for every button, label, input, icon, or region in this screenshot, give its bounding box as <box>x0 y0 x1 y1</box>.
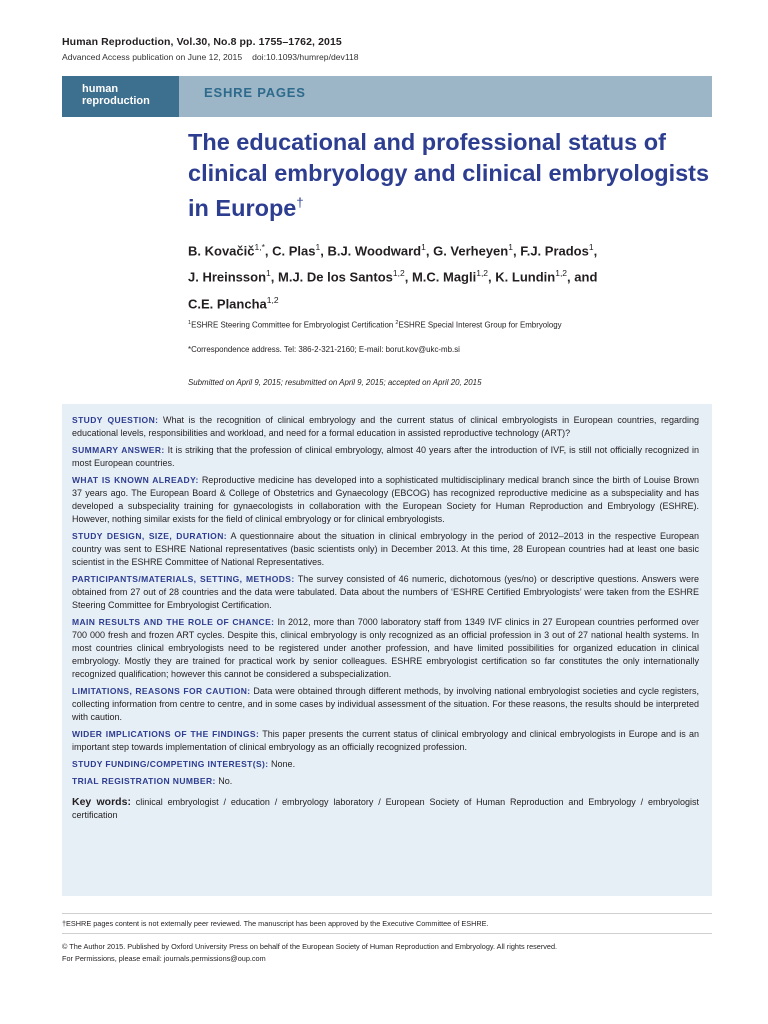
journal-citation: Human Reproduction, Vol.30, No.8 pp. 1755–1762, 2015 <box>62 36 342 48</box>
advance-access-date: Advanced Access publication on June 12, 2015 <box>62 52 243 62</box>
footnote-divider <box>62 913 712 914</box>
abstract-section <box>72 573 699 612</box>
author-affiliation-mark: 1,2 <box>476 268 489 279</box>
author-separator: , and <box>567 269 598 285</box>
abstract-heading: STUDY QUESTION: <box>72 415 159 425</box>
abstract-heading: WIDER IMPLICATIONS OF THE FINDINGS: <box>72 729 260 739</box>
author: B.J. Woodward <box>327 243 422 259</box>
abstract-heading: MAIN RESULTS AND THE ROLE OF CHANCE: <box>72 617 275 627</box>
abstract-text: Reproductive medicine has developed into a sophisticated multidisciplinary medical branch since the birth of Louise Brown 37 years ago. The European Board & College of Obstetrics and Gynaecology (EBCOG) has recognized reproductive medicine as a subspeciality and has developed a subspeciality training for gynaecologists in collaboration with the European Society for Human Reproduction and Embryology (ESHRE). However, nothing similar exists for the field of clinical embryology or for clinical embryologists. <box>72 475 699 524</box>
author-affiliation-mark: 1,* <box>254 242 265 252</box>
abstract-heading: SUMMARY ANSWER: <box>72 445 165 455</box>
author: G. Verheyen <box>433 243 509 259</box>
author-separator: , <box>264 243 273 259</box>
affiliation-mark: 2 <box>395 320 399 326</box>
author: C.E. Plancha <box>188 295 267 311</box>
submission-dates: Submitted on April 9, 2015; resubmitted on April 9, 2015; accepted on April 20, 2015 <box>188 378 482 387</box>
abstract-text: No. <box>218 776 233 786</box>
author-affiliation-mark: 1 <box>588 242 594 252</box>
abstract-section <box>72 474 699 526</box>
keywords <box>72 796 699 822</box>
affiliation: ESHRE Steering Committee for Embryologist Certification <box>191 320 396 330</box>
author-separator: , <box>270 269 278 285</box>
section-banner <box>62 76 712 117</box>
publication-info <box>62 52 359 62</box>
author-separator: , <box>320 243 328 259</box>
author-separator: , <box>404 269 412 285</box>
author-separator: , <box>593 243 598 259</box>
abstract-text: None. <box>271 759 296 769</box>
footnote: †ESHRE pages content is not externally peer reviewed. The manuscript has been approved by the Executive Committee of ESHRE. <box>62 919 489 928</box>
abstract-section <box>72 728 699 754</box>
abstract-text: A questionnaire about the situation in clinical embryology in the period of 2012–2013 in the respective European country was sent to ESHRE National representatives (basic scientists only) in December 2013. At this time, 28 European countries had at least one basic scientist in the ESHRE Committee of National Representatives. <box>72 531 699 567</box>
author-affiliation-mark: 1 <box>315 242 321 252</box>
abstract-heading: PARTICIPANTS/MATERIALS, SETTING, METHODS: <box>72 574 295 584</box>
affiliation: ESHRE Special Interest Group for Embryology <box>398 320 562 330</box>
structured-abstract <box>62 404 712 896</box>
abstract-heading: TRIAL REGISTRATION NUMBER: <box>72 776 216 786</box>
journal-logo <box>62 76 179 117</box>
abstract-section <box>72 444 699 470</box>
author: C. Plas <box>272 243 316 259</box>
permissions-notice: For Permissions, please email: journals.permissions@oup.com <box>62 954 266 963</box>
abstract-section <box>72 758 699 771</box>
author: F.J. Prados <box>520 243 589 259</box>
logo-line-1: human <box>82 83 119 95</box>
author: M.C. Magli <box>411 269 477 285</box>
abstract-heading: STUDY DESIGN, SIZE, DURATION: <box>72 531 227 541</box>
abstract-heading: WHAT IS KNOWN ALREADY: <box>72 475 199 485</box>
author-affiliation-mark: 1 <box>266 268 271 279</box>
abstract-section <box>72 775 699 788</box>
author-list <box>188 236 728 315</box>
abstract-heading: STUDY FUNDING/COMPETING INTEREST(S): <box>72 759 269 769</box>
doi[interactable]: doi:10.1093/humrep/dev118 <box>252 52 359 62</box>
author-affiliation-mark: 1,2 <box>392 268 405 279</box>
keywords-label: Key words: <box>72 796 131 808</box>
title-text: The educational and professional status of clinical embryology and clinical embryologists in Europe <box>188 129 710 221</box>
abstract-text: In 2012, more than 7000 laboratory staff from 1349 IVF clinics in 27 European countries performed over 700 000 fresh and frozen ART cycles. Despite this, clinical embryology is only recognized as an official profession in 3 out of 27 national health systems. In most countries clinical embryologists need to be registered under another profession, and have limited possibilities for organized education in clinical embryology. Mostly they are trained for practical work by senior colleagues. ESHRE embryologist certification so far constitutes the only internationally recognized qualification; however this cannot be considered a subspecialization. <box>72 617 699 679</box>
author-affiliation-mark: 1,2 <box>555 268 568 279</box>
author-affiliation-mark: 1 <box>421 242 426 252</box>
copyright-notice: © The Author 2015. Published by Oxford University Press on behalf of the European Society of Human Reproduction and Embryology. All rights reserved. <box>62 942 558 951</box>
abstract-text: It is striking that the profession of clinical embryology, almost 40 years after the introduction of IVF, is still not officially recognized in most European countries. <box>72 445 699 468</box>
section-label: ESHRE PAGES <box>204 85 306 100</box>
author-separator: , <box>488 269 496 285</box>
author-separator: , <box>512 243 521 259</box>
article-title <box>188 127 728 223</box>
abstract-text: Data were obtained through different methods, by involving national embryologist societies and cycle registers, collecting information from centre to centre, and in some cases by individual assessment of the situation. For these reasons, the results should be interpreted with caution. <box>72 686 699 722</box>
correspondence-address: *Correspondence address. Tel: 386-2-321-2160; E-mail: borut.kov@ukc-mb.si <box>188 345 460 354</box>
author: B. Kovačič <box>188 243 255 259</box>
author: M.J. De los Santos <box>278 269 393 285</box>
logo-line-2: reproduction <box>82 95 150 107</box>
affiliations <box>188 320 562 330</box>
author: K. Lundin <box>495 269 556 285</box>
abstract-text: This paper presents the current status of clinical embryology and clinical embryologists in Europe and is an important step towards implementation of clinical embryology as an officially recognized profession. <box>72 729 700 752</box>
title-footnote-mark: † <box>296 195 304 210</box>
author-affiliation-mark: 1 <box>508 242 513 252</box>
author: J. Hreinsson <box>188 269 267 285</box>
abstract-section <box>72 414 699 440</box>
abstract-section <box>72 530 699 569</box>
copyright-divider <box>62 933 712 934</box>
author-affiliation-mark: 1,2 <box>266 294 279 305</box>
abstract-section <box>72 616 699 681</box>
abstract-heading: LIMITATIONS, REASONS FOR CAUTION: <box>72 686 251 696</box>
author-separator: , <box>425 243 434 259</box>
abstract-text: What is the recognition of clinical embryology and the current status of clinical embryologists in European countries, regarding educational levels, responsibilities and workload, and need for a formal education in assisted reproductive technology (ART)? <box>72 415 699 438</box>
abstract-section <box>72 685 699 724</box>
affiliation-mark: 1 <box>188 320 192 326</box>
keywords-text: clinical embryologist / education / embryology laboratory / European Society of Human Reproduction and Embryology / embryologist certification <box>72 797 699 820</box>
abstract-text: The survey consisted of 46 numeric, dichotomous (yes/no) or descriptive questions. Answers were obtained from 27 out of 28 countries and the data were tabulated. Data about the numbers of ‘ESHRE Certified Embryologists’ were taken from the ESHRE Steering Committee for Embryologist Certification. <box>72 574 700 610</box>
